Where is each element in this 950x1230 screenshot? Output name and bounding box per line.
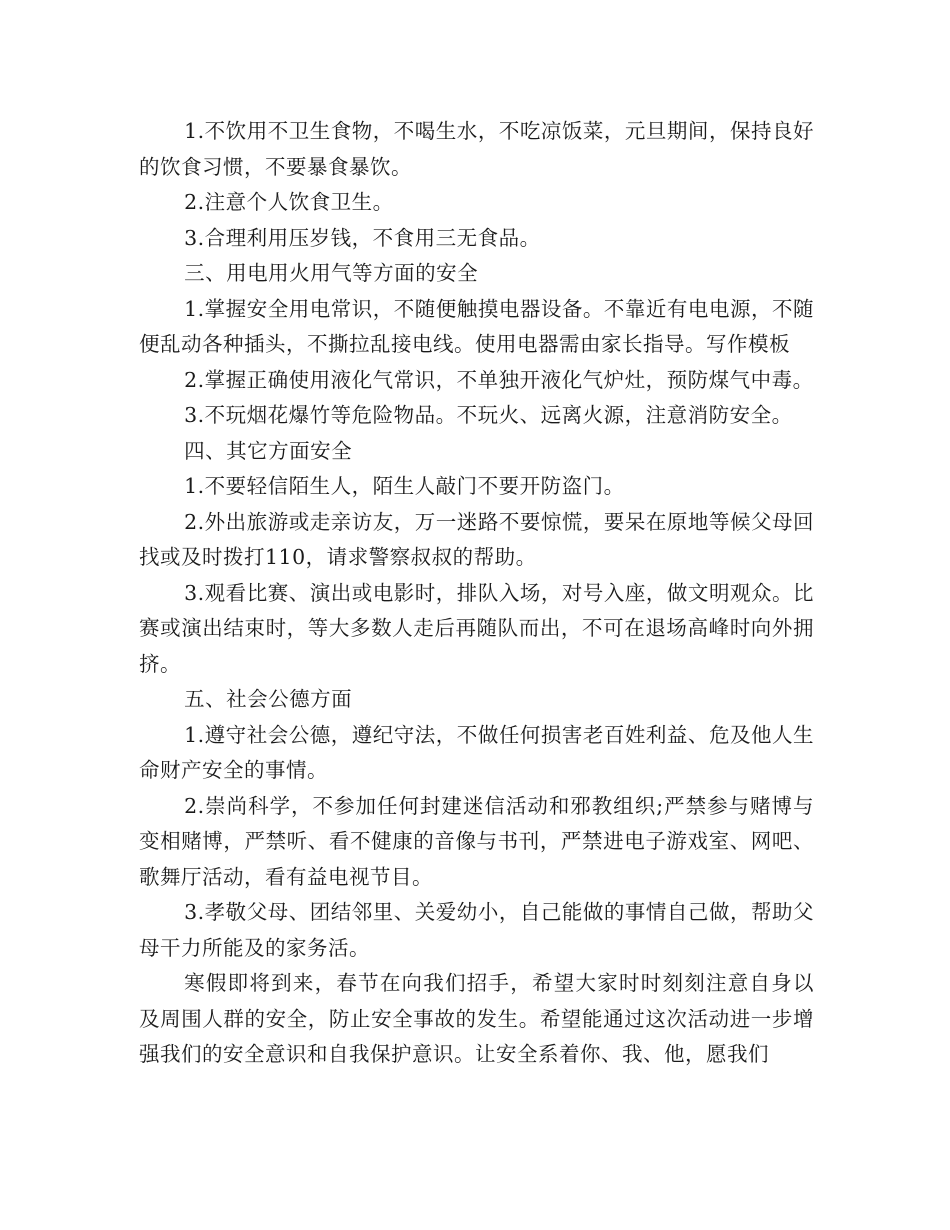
- paragraph-diet-2: 2.注意个人饮食卫生。: [184, 190, 394, 214]
- paragraph-electricity-2: 2.掌握正确使用液化气常识，不单独开液化气炉灶，预防煤气中毒。: [184, 367, 814, 392]
- paragraph-electricity-1: 1.掌握安全用电常识，不随便触摸电器设备。不靠近有电电源，不随便乱动各种插头，不撕拉乱接电线。使用电器需由家长指导。写作模板: [139, 296, 814, 356]
- paragraph-other-2: 2.外出旅游或走亲访友，万一迷路不要惊慌，要呆在原地等候父母回找或及时拨打110，请求警察叔叔的帮助。: [139, 509, 814, 569]
- paragraph-other-3: 3.观看比赛、演出或电影时，排队入场，对号入座，做文明观众。比赛或演出结束时，等大多数人走后再随队而出，不可在退场高峰时向外拥挤。: [139, 580, 814, 676]
- paragraph-diet-3: 3.合理利用压岁钱，不食用三无食品。: [184, 225, 541, 250]
- paragraph-closing: 寒假即将到来，春节在向我们招手，希望大家时时刻刻注意自身以及周围人群的安全，防止安全事故的发生。希望能通过这次活动进一步增强我们的安全意识和自我保护意识。让安全系着你、我、他，愿我们: [139, 971, 814, 1066]
- paragraph-electricity-3: 3.不玩烟花爆竹等危险物品。不玩火、远离火源，注意消防安全。: [184, 403, 793, 427]
- paragraph-diet-1: 1.不饮用不卫生食物，不喝生水，不吃凉饭菜，元旦期间，保持良好的饮食习惯，不要暴食暴饮。: [139, 119, 814, 179]
- section-heading-social-ethics: 五、社会公德方面: [184, 687, 353, 711]
- document-body: [139, 114, 814, 1073]
- paragraph-ethics-3: 3.孝敬父母、团结邻里、关爱幼小，自己能做的事情自己做，帮助父母干力所能及的家务活。: [139, 900, 814, 960]
- paragraph-ethics-1: 1.遵守社会公德，遵纪守法，不做任何损害老百姓利益、危及他人生命财产安全的事情。: [139, 722, 814, 782]
- paragraph-other-1: 1.不要轻信陌生人，陌生人敲门不要开防盗门。: [184, 474, 625, 498]
- paragraph-ethics-2: 2.崇尚科学，不参加任何封建迷信活动和邪教组织;严禁参与赌博与变相赌博，严禁听、看不健康的音像与书刊，严禁进电子游戏室、网吧、歌舞厅活动，看有益电视节目。: [139, 793, 814, 889]
- section-heading-other-safety: 四、其它方面安全: [184, 438, 353, 463]
- section-heading-electricity-fire-gas: 三、用电用火用气等方面的安全: [184, 261, 479, 285]
